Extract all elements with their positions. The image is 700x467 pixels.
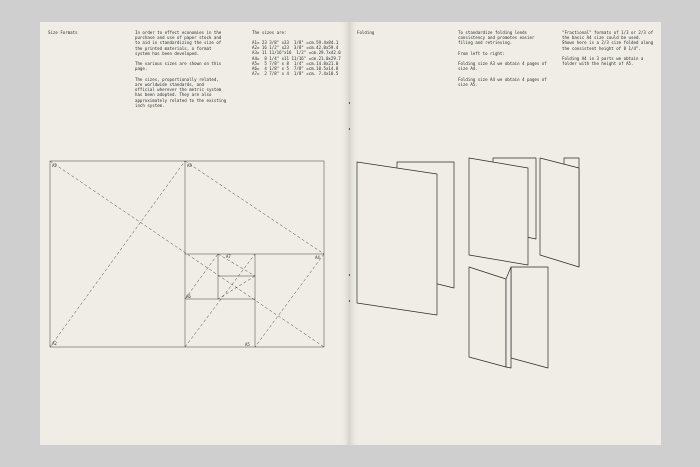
size-name: A1= xyxy=(252,40,260,45)
size-cm: =cm.29.7x42.0 xyxy=(308,50,341,56)
text-line: has been adopted. They are also xyxy=(135,92,212,98)
size-name: A4= xyxy=(252,55,260,61)
size-name: A3= xyxy=(252,50,260,56)
fold-in-three xyxy=(469,267,548,368)
section-title-size-formats: Size Formats xyxy=(48,30,78,35)
left-page xyxy=(40,22,349,445)
size-name: A5= xyxy=(252,60,260,66)
size-cm: =cm.21.0x29.7 xyxy=(308,55,341,61)
text-line: official wherever the metric system xyxy=(135,87,222,93)
size-cm: =cm. 7.4x10.5 xyxy=(306,71,339,77)
text-line: the basic A4 size could be used. xyxy=(562,35,641,41)
size-cm: =cm.10.5x14.8 xyxy=(306,66,339,72)
label-a2-bottom: A2 xyxy=(52,341,57,346)
size-cm: =cm.14.8x21.0 xyxy=(306,60,339,66)
folding-diagrams xyxy=(350,22,661,445)
label-a7: A7 xyxy=(226,254,231,259)
label-a3: A3 xyxy=(187,163,192,168)
text-line: From left to right: xyxy=(458,50,505,56)
text-line: page. xyxy=(135,66,148,72)
section-title-folding: Folding xyxy=(357,30,375,35)
size-inches: 8 1/4" x11 11/16" xyxy=(261,55,307,61)
text-line: consistency and promotes easier xyxy=(458,35,535,41)
text-line: inch system. xyxy=(135,102,165,108)
label-a4: A4 xyxy=(315,255,320,260)
text-line: Folding A4 in 3 parts we obtain a xyxy=(562,56,644,62)
fold-two-thirds xyxy=(540,158,579,267)
text-line: The various sizes are shown on this xyxy=(135,61,222,67)
size-name: A7= xyxy=(252,71,260,77)
text-line: folder with the height of A5. xyxy=(562,61,634,67)
size-inches: 4 1/8" x 5 7/8" xyxy=(261,66,304,72)
text-line: In order to effect economies in the xyxy=(135,30,222,35)
size-inches: 5 7/8" x 8 1/4" xyxy=(261,60,304,66)
size-inches: 23 3/8" x33 1/8" xyxy=(261,40,304,45)
text-line: the printed materials, a format xyxy=(135,45,212,51)
text-line: approximately related to the existing xyxy=(135,97,227,103)
text-line: filing and retrieving. xyxy=(458,40,513,46)
text-line: system has been developed. xyxy=(135,50,200,56)
size-inches: 16 1/2" x23 3/8" xyxy=(261,45,304,51)
sizes-heading: The sizes are: xyxy=(252,30,287,35)
size-inches: 11 11/16"x16 1/2" xyxy=(261,50,307,56)
text-line: to aid in standardizing the size of xyxy=(135,40,222,46)
label-a6: A6 xyxy=(186,294,191,299)
text-line: Shown here is a 2/3 size folded along xyxy=(562,40,654,46)
book-spread xyxy=(40,22,661,445)
size-format-diagram xyxy=(40,22,349,445)
fold-a4-to-a5 xyxy=(469,158,536,265)
size-name: A6= xyxy=(252,66,260,72)
fold-a3-to-a4 xyxy=(357,162,454,315)
size-name: A2= xyxy=(252,45,260,51)
text-line: the consistent height of 8 1/4". xyxy=(562,45,641,51)
text-line: size A4. xyxy=(458,66,478,72)
size-inches: 2 7/8" x 4 1/8" xyxy=(261,71,304,77)
text-line: Folding size A4 we obtain 4 pages of xyxy=(458,76,547,82)
text-line: are worldwide standards, and xyxy=(135,82,205,88)
size-cm: =cm.42.0x59.4 xyxy=(306,45,339,51)
right-page xyxy=(350,22,661,445)
text-line: "Fractional" formats of 1/3 or 2/3 of xyxy=(562,30,654,35)
text-line: The sizes, proportionally related, xyxy=(135,76,219,82)
text-line: size A5. xyxy=(458,82,478,88)
label-a2-top: A2 xyxy=(52,163,57,168)
text-line: To standardize folding lends xyxy=(458,30,528,35)
text-line: Folding size A3 we obtain 4 pages of xyxy=(458,61,547,67)
label-a5: A5 xyxy=(245,342,250,347)
size-cm: =cm.59.4x84.1 xyxy=(306,40,339,45)
text-line: purchase and use of paper stock and xyxy=(135,35,222,41)
